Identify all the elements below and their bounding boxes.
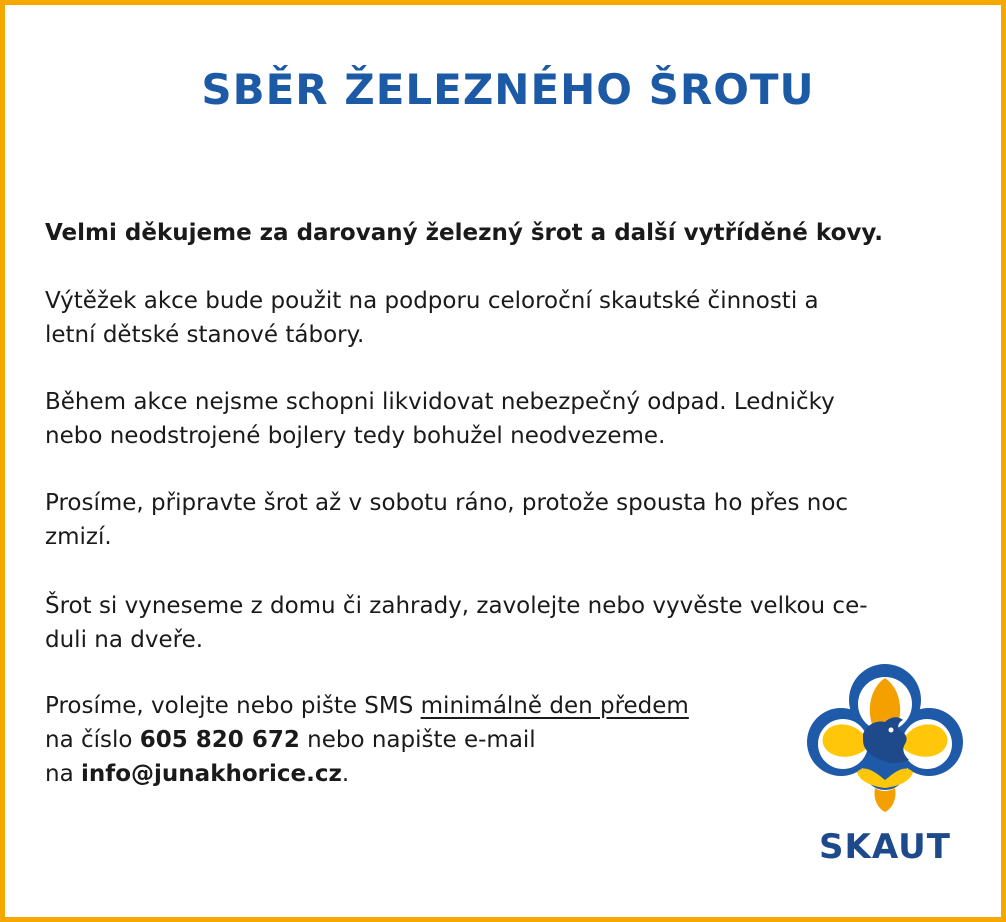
paragraph-hazardous-line-2: nebo neodstrojené bojlery tedy bohužel neodvezeme.	[45, 423, 666, 449]
paragraph-hazardous	[45, 385, 975, 453]
skaut-logo-text: SKAUT	[819, 827, 951, 867]
paragraph-proceeds-line-1: Výtěžek akce bude použit na podporu celoroční skautské činnosti a	[45, 288, 819, 314]
paragraph-pickup	[45, 589, 975, 657]
intro-text: Velmi děkujeme za darovaný železný šrot a další vytříděné kovy.	[45, 220, 883, 246]
paragraph-timing-line-2: zmizí.	[45, 524, 112, 550]
contact-line-1-prefix: Prosíme, volejte nebo pište SMS	[45, 693, 421, 719]
paragraph-hazardous-line-1: Během akce nejsme schopni likvidovat nebezpečný odpad. Ledničky	[45, 389, 835, 415]
contact-line-3-suffix: .	[341, 761, 350, 787]
paragraph-proceeds	[45, 284, 975, 352]
contact-line-3-prefix: na	[45, 761, 81, 787]
contact-deadline: minimálně den předem	[420, 693, 689, 719]
contact-line-2-suffix: nebo napište e-mail	[299, 727, 536, 753]
page-title: SBĚR ŽELEZNÉHO ŠROTU	[201, 65, 815, 114]
scout-lily-icon	[805, 660, 965, 820]
contact-info	[45, 689, 805, 791]
paragraph-proceeds-line-2: letní dětské stanové tábory.	[45, 322, 365, 348]
paragraph-pickup-line-1: Šrot si vyneseme z domu či zahrady, zavolejte nebo vyvěste velkou ce-	[45, 593, 868, 619]
phone-number[interactable]: 605 820 672	[139, 727, 300, 753]
contact-line-2-prefix: na číslo	[45, 727, 140, 753]
email-address[interactable]: info@junakhorice.cz	[80, 761, 342, 787]
paragraph-timing-line-1: Prosíme, připravte šrot až v sobotu ráno, protože spousta ho přes noc	[45, 490, 849, 516]
paragraph-timing	[45, 486, 975, 554]
paragraph-pickup-line-2: duli na dveře.	[45, 627, 204, 653]
